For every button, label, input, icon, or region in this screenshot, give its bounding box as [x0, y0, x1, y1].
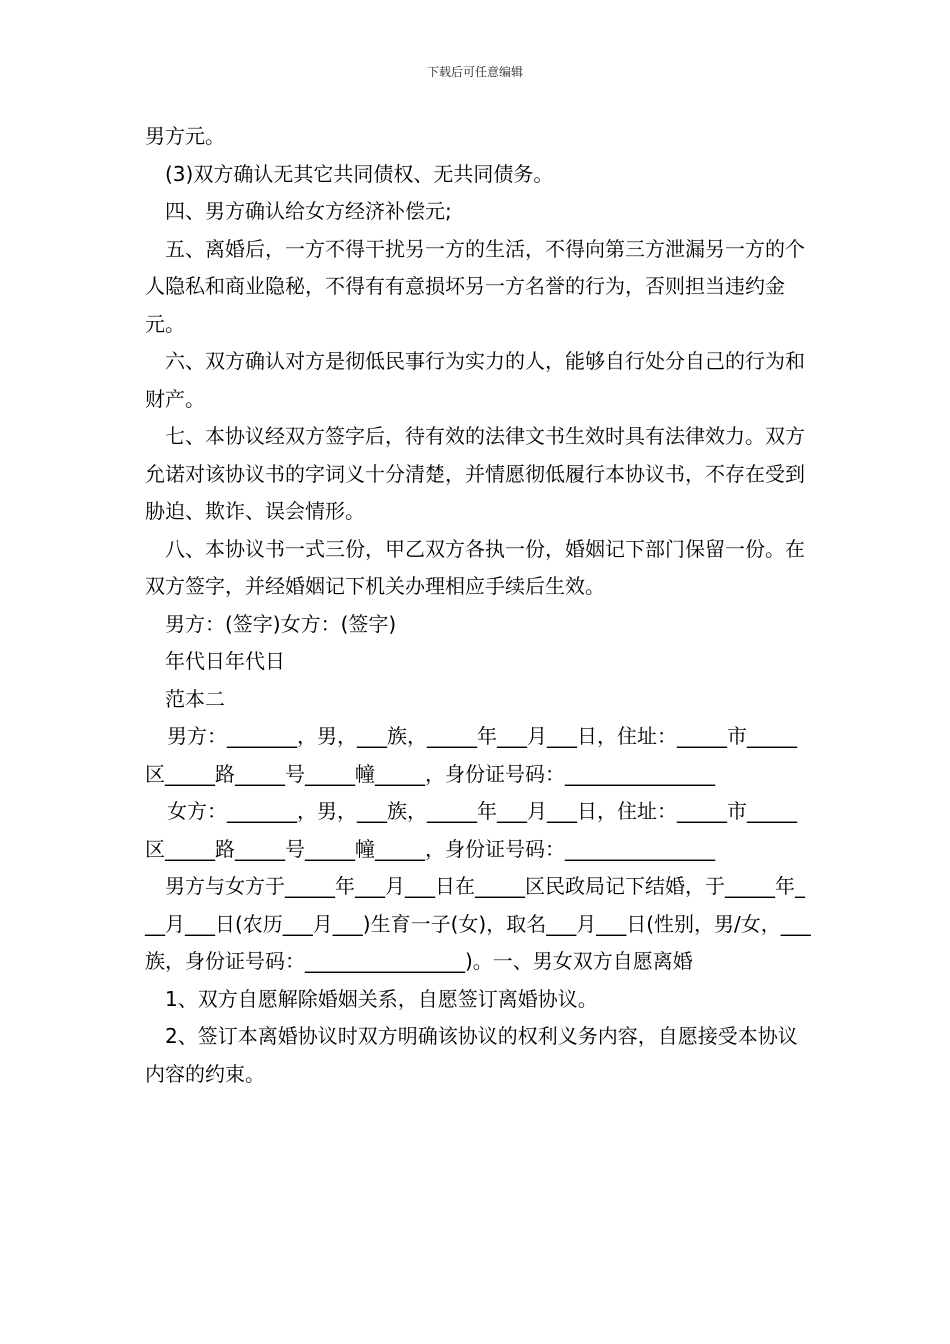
paragraph-clause-8: 八、本协议书一式三份，甲乙双方各执一份，婚姻记下部门保留一份。在双方签字，并经婚姻记下机关办理相应手续后生效。: [145, 536, 805, 598]
paragraph-male-info: 男方：_______，男，___族，_____年___月___日，住址：_____市_____区_____路_____号_____幢_____，身份证号码：_______________: [145, 724, 797, 786]
paragraph-marriage-info: 男方与女方于_____年___月___日在_____区民政局记下结婚，于_____年___月___日(农历___月___)生育一子(女)，取名___月___日(性别，男/女，___族，身份证号码：________________)。一、男女双方自愿离婚: [145, 874, 811, 973]
document-body: [145, 118, 813, 1093]
paragraph-male-amount: 男方元。: [145, 124, 225, 148]
header-note: 下载后可任意编辑: [426, 65, 523, 79]
paragraph-item-1: 1、双方自愿解除婚姻关系，自愿签订离婚协议。: [165, 986, 598, 1011]
paragraph-clause-5: 五、离婚后，一方不得干扰另一方的生活，不得向第三方泄漏另一方的个人隐私和商业隐秘，不得有有意损坏另一方名誉的行为，否则担当违约金元。: [145, 236, 805, 336]
paragraph-clause-7: 七、本协议经双方签字后，待有效的法律文书生效时具有法律效力。双方允诺对该协议书的字词义十分清楚，并情愿彻低履行本协议书，不存在受到胁迫、欺诈、误会情形。: [145, 424, 805, 523]
paragraph-template-2-title: 范本二: [165, 686, 225, 711]
paragraph-dates: 年代日年代日: [165, 649, 285, 673]
paragraph-signatures: 男方：(签字)女方：(签字): [165, 611, 397, 636]
paragraph-no-debt: (3)双方确认无其它共同债权、无共同债务。: [165, 161, 554, 186]
paragraph-female-info: 女方：_______，男，___族，_____年___月___日，住址：_____市_____区_____路_____号_____幢_____，身份证号码：_______________: [145, 799, 797, 861]
paragraph-clause-4: 四、男方确认给女方经济补偿元;: [165, 199, 452, 223]
paragraph-clause-6: 六、双方确认对方是彻低民事行为实力的人，能够自行处分自己的行为和财产。: [145, 349, 805, 411]
paragraph-item-2: 2、签订本离婚协议时双方明确该协议的权利义务内容，自愿接受本协议内容的约束。: [145, 1024, 798, 1086]
